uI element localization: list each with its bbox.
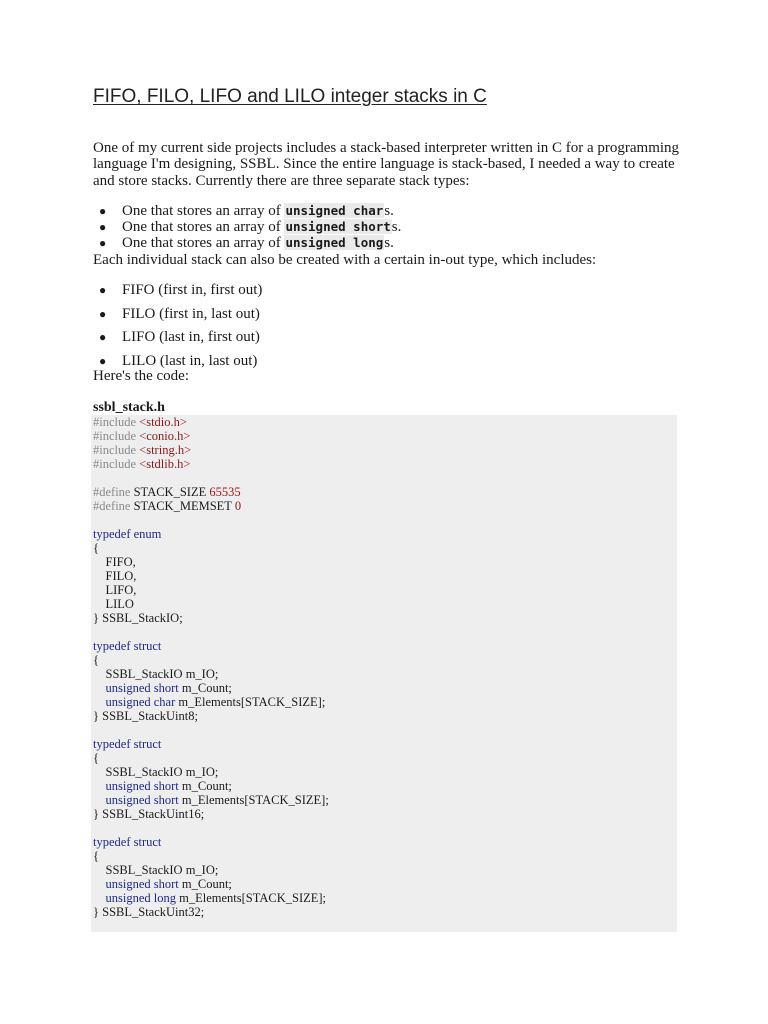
code-line: #include <conio.h>: [93, 429, 191, 443]
list-item: ● LIFO (last in, first out): [99, 329, 260, 346]
code-line: FILO,: [105, 569, 137, 583]
code-line: {: [93, 541, 99, 555]
code-line: {: [93, 849, 99, 863]
code-line: #include <stdlib.h>: [93, 457, 191, 471]
list-item: ● FILO (first in, last out): [99, 305, 260, 322]
page-title: FIFO, FILO, LIFO and LILO integer stacks in C: [93, 86, 487, 107]
list-item: ● One that stores an array of unsigned shorts.: [99, 219, 402, 235]
bullet-icon: ●: [99, 204, 107, 218]
code-line: #define STACK_SIZE 65535: [93, 485, 241, 499]
intro-paragraph: One of my current side projects includes a stack-based interpreter written in C for a programming language I'm designing, SSBL. Since the entire language is stack-based, I needed a way to create and store stacks. Currently there are three separate stack types:: [93, 140, 680, 189]
code-line: SSBL_StackIO m_IO;: [105, 863, 219, 877]
code-line: #include <string.h>: [93, 443, 192, 457]
code-line: [93, 471, 329, 485]
code-line: {: [93, 653, 99, 667]
code-line: typedef enum: [93, 527, 162, 541]
code-intro: Here's the code:: [93, 368, 189, 384]
list-item: ● One that stores an array of unsigned chars.: [99, 203, 394, 219]
code-line: unsigned short m_Elements[STACK_SIZE];: [105, 793, 329, 807]
code-line: typedef struct: [93, 737, 162, 751]
list-item: ● LILO (last in, last out): [99, 352, 258, 369]
code-block: [91, 415, 677, 932]
code-line: [93, 821, 329, 835]
code-line: #define STACK_MEMSET 0: [93, 499, 242, 513]
code-line: SSBL_StackIO m_IO;: [105, 667, 219, 681]
code-line: typedef struct: [93, 639, 162, 653]
io-types-list: [93, 282, 262, 376]
code-line: unsigned short m_Count;: [105, 779, 232, 793]
code-line: SSBL_StackIO m_IO;: [105, 765, 219, 779]
code-lines: [93, 415, 329, 919]
code-line: [93, 625, 329, 639]
code-line: [93, 723, 329, 737]
inline-code: unsigned short: [285, 219, 391, 234]
code-line: } SSBL_StackIO;: [93, 611, 183, 625]
io-types-paragraph: Each individual stack can also be created with a certain in-out type, which includes:: [93, 252, 597, 268]
code-line: } SSBL_StackUint32;: [93, 905, 205, 919]
code-line: } SSBL_StackUint8;: [93, 709, 198, 723]
code-line: {: [93, 751, 99, 765]
bullet-icon: ●: [99, 353, 107, 368]
bullet-icon: ●: [99, 306, 107, 321]
inline-code: unsigned long: [285, 235, 384, 250]
list-item: ● FIFO (first in, first out): [99, 282, 263, 298]
list-item: ● One that stores an array of unsigned longs.: [99, 235, 394, 251]
bullet-icon: ●: [99, 236, 107, 250]
code-line: unsigned char m_Elements[STACK_SIZE];: [105, 695, 326, 709]
stack-types-list: [93, 203, 401, 251]
bullet-icon: ●: [99, 283, 107, 297]
bullet-icon: ●: [99, 330, 107, 345]
bullet-icon: ●: [99, 220, 107, 234]
code-line: LILO: [105, 597, 134, 611]
code-line: typedef struct: [93, 835, 162, 849]
inline-code: unsigned char: [285, 203, 384, 218]
code-line: LIFO,: [105, 583, 137, 597]
code-line: unsigned long m_Elements[STACK_SIZE];: [105, 891, 327, 905]
code-line: [93, 513, 329, 527]
code-line: #include <stdio.h>: [93, 415, 187, 429]
code-line: } SSBL_StackUint16;: [93, 807, 205, 821]
code-line: unsigned short m_Count;: [105, 681, 232, 695]
code-line: unsigned short m_Count;: [105, 877, 232, 891]
code-filename: ssbl_stack.h: [93, 400, 165, 415]
code-line: FIFO,: [105, 555, 136, 569]
